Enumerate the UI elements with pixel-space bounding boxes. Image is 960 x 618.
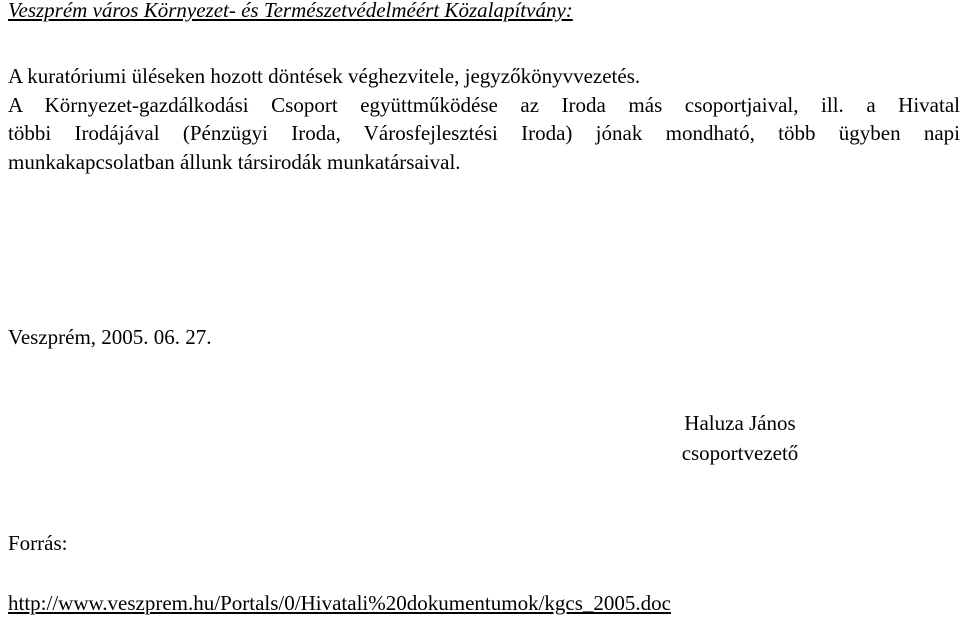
signature-name: Haluza János (684, 411, 796, 435)
paragraph-line: A Környezet-gazdálkodási Csoport együttműködése az Iroda más csoportjaival, ill. a Hivatal (8, 92, 960, 117)
source-url-link[interactable]: http://www.veszprem.hu/Portals/0/Hivatali%20dokumentumok/kgcs_2005.doc (8, 591, 671, 615)
signature-title: csoportvezető (681, 441, 799, 465)
paragraph-line: többi Irodájával (Pénzügyi Iroda, Városfejlesztési Iroda) jónak mondható, több ügyben napi (8, 121, 960, 145)
paragraph-line: A kuratóriumi üléseken hozott döntések véghezvitele, jegyzőkönyvvezetés. (8, 64, 641, 88)
date-line: Veszprém, 2005. 06. 27. (8, 325, 212, 349)
source-label: Forrás: (8, 531, 68, 555)
body-paragraph (8, 62, 960, 176)
paragraph-line: munkakapcsolatban állunk társirodák munkatársaival. (8, 149, 461, 174)
document-heading: Veszprém város Környezet- és Természetvédelméért Közalapítvány: (8, 0, 573, 22)
